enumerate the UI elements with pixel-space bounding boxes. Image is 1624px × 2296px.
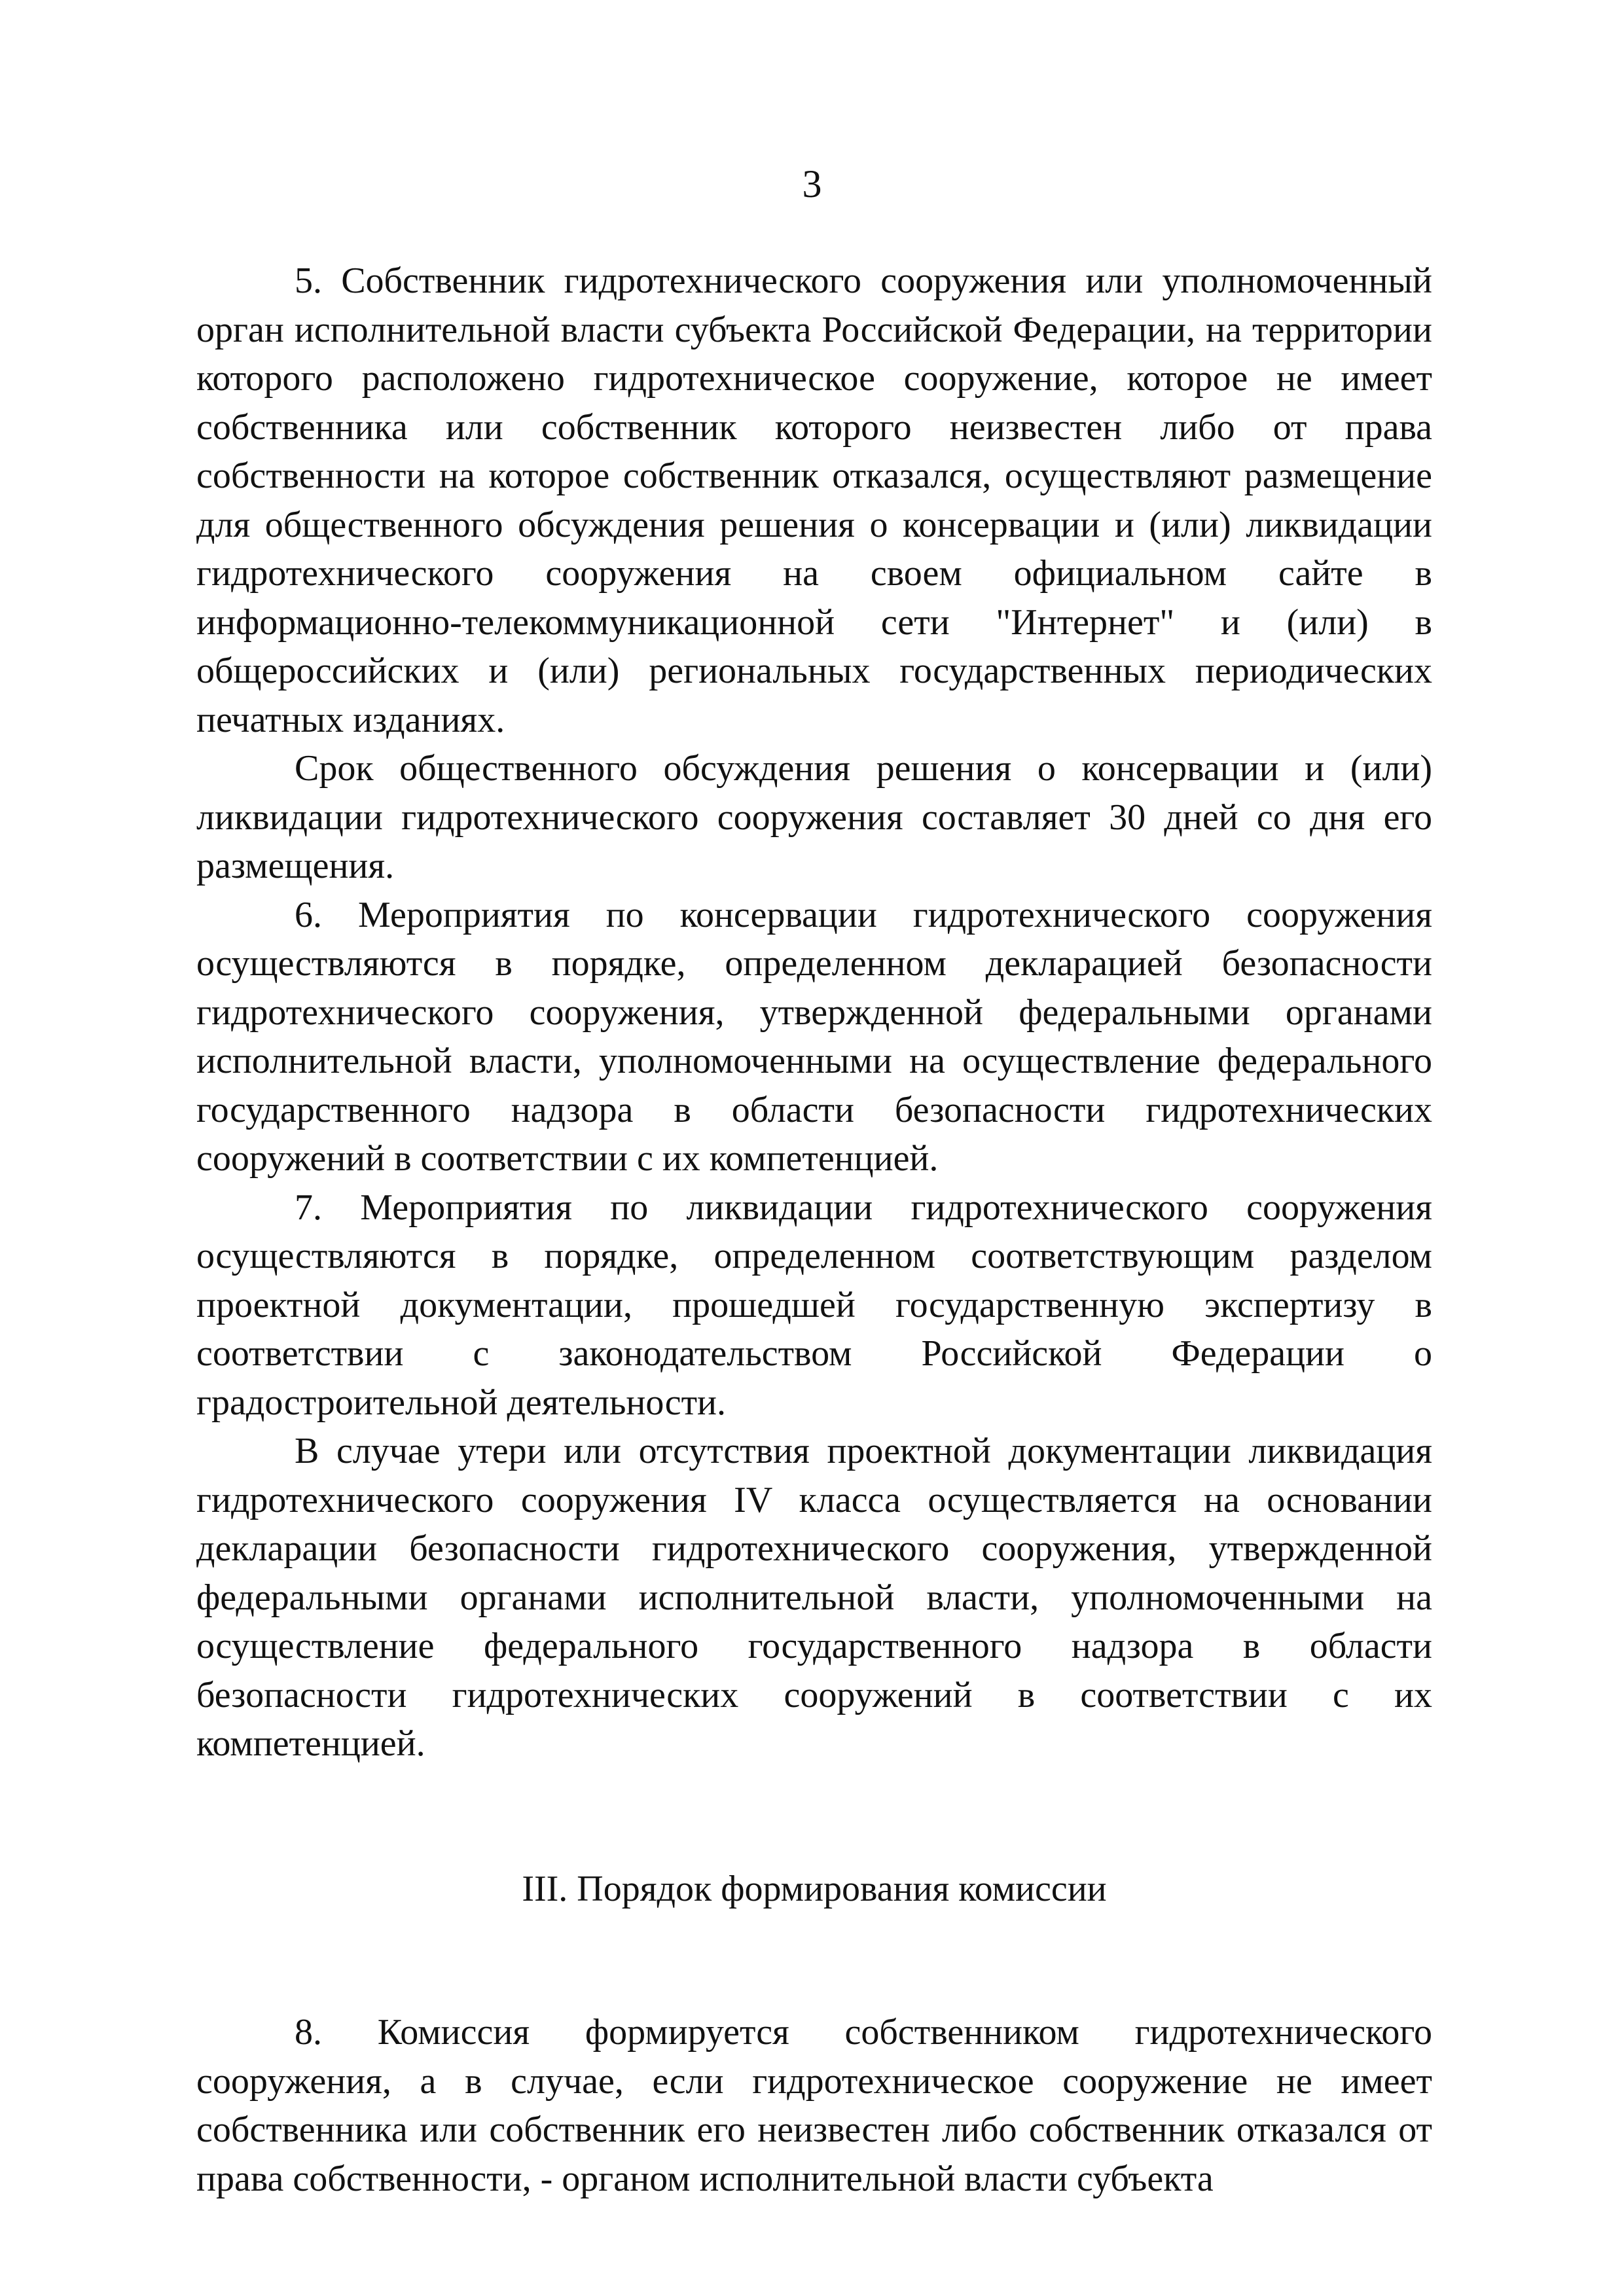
page-number: 3 <box>802 162 822 206</box>
paragraph-8: 8. Комиссия формируется собственником гидротехнического сооружения, а в случае, если гидротехническое сооружение не имеет собственника или собственник его неизвестен либо собственник отказался от права собственности, - органом исполнительной власти субъекта <box>196 2012 1432 2199</box>
paragraph-5-discussion-period: Срок общественного обсуждения решения о консервации и (или) ликвидации гидротехнического сооружения составляет 30 дней со дня его размещения. <box>196 748 1432 886</box>
paragraph-5: 5. Собственник гидротехнического сооружения или уполномоченный орган исполнительной власти субъекта Российской Федерации, на территории которого расположено гидротехническое сооружение, которое не имеет собственника или собственник которого неизвестен либо от права собственности на которое собственник отказался, осуществляют размещение для общественного обсуждения решения о консервации и (или) ликвидации гидротехнического сооружения на своем официальном сайте в информационно-телекоммуникационной сети "Интернет" и (или) в общероссийских и (или) региональных государственных периодических печатных изданиях. <box>196 260 1432 740</box>
paragraph-6: 6. Мероприятия по консервации гидротехнического сооружения осуществляются в порядке, определенном декларацией безопасности гидротехнического сооружения, утвержденной федеральными органами исполнительной власти, уполномоченными на осуществление федерального государственного надзора в области безопасности гидротехнических сооружений в соответствии с их компетенцией. <box>196 894 1432 1179</box>
paragraph-7-lost-documentation: В случае утери или отсутствия проектной документации ликвидация гидротехнического сооружения IV класса осуществляется на основании декларации безопасности гидротехнического сооружения, утвержденной федеральными органами исполнительной власти, уполномоченными на осуществление федерального государственного надзора в области безопасности гидротехнических сооружений в соответствии с их компетенцией. <box>196 1431 1432 1764</box>
document-body <box>196 257 1432 2203</box>
paragraph-7: 7. Мероприятия по ликвидации гидротехнического сооружения осуществляются в порядке, определенном соответствующим разделом проектной документации, прошедшей государственную экспертизу в соответствии с законодательством Российской Федерации о градостроительной деятельности. <box>196 1187 1432 1423</box>
section-heading: III. Порядок формирования комиссии <box>522 1868 1107 1909</box>
